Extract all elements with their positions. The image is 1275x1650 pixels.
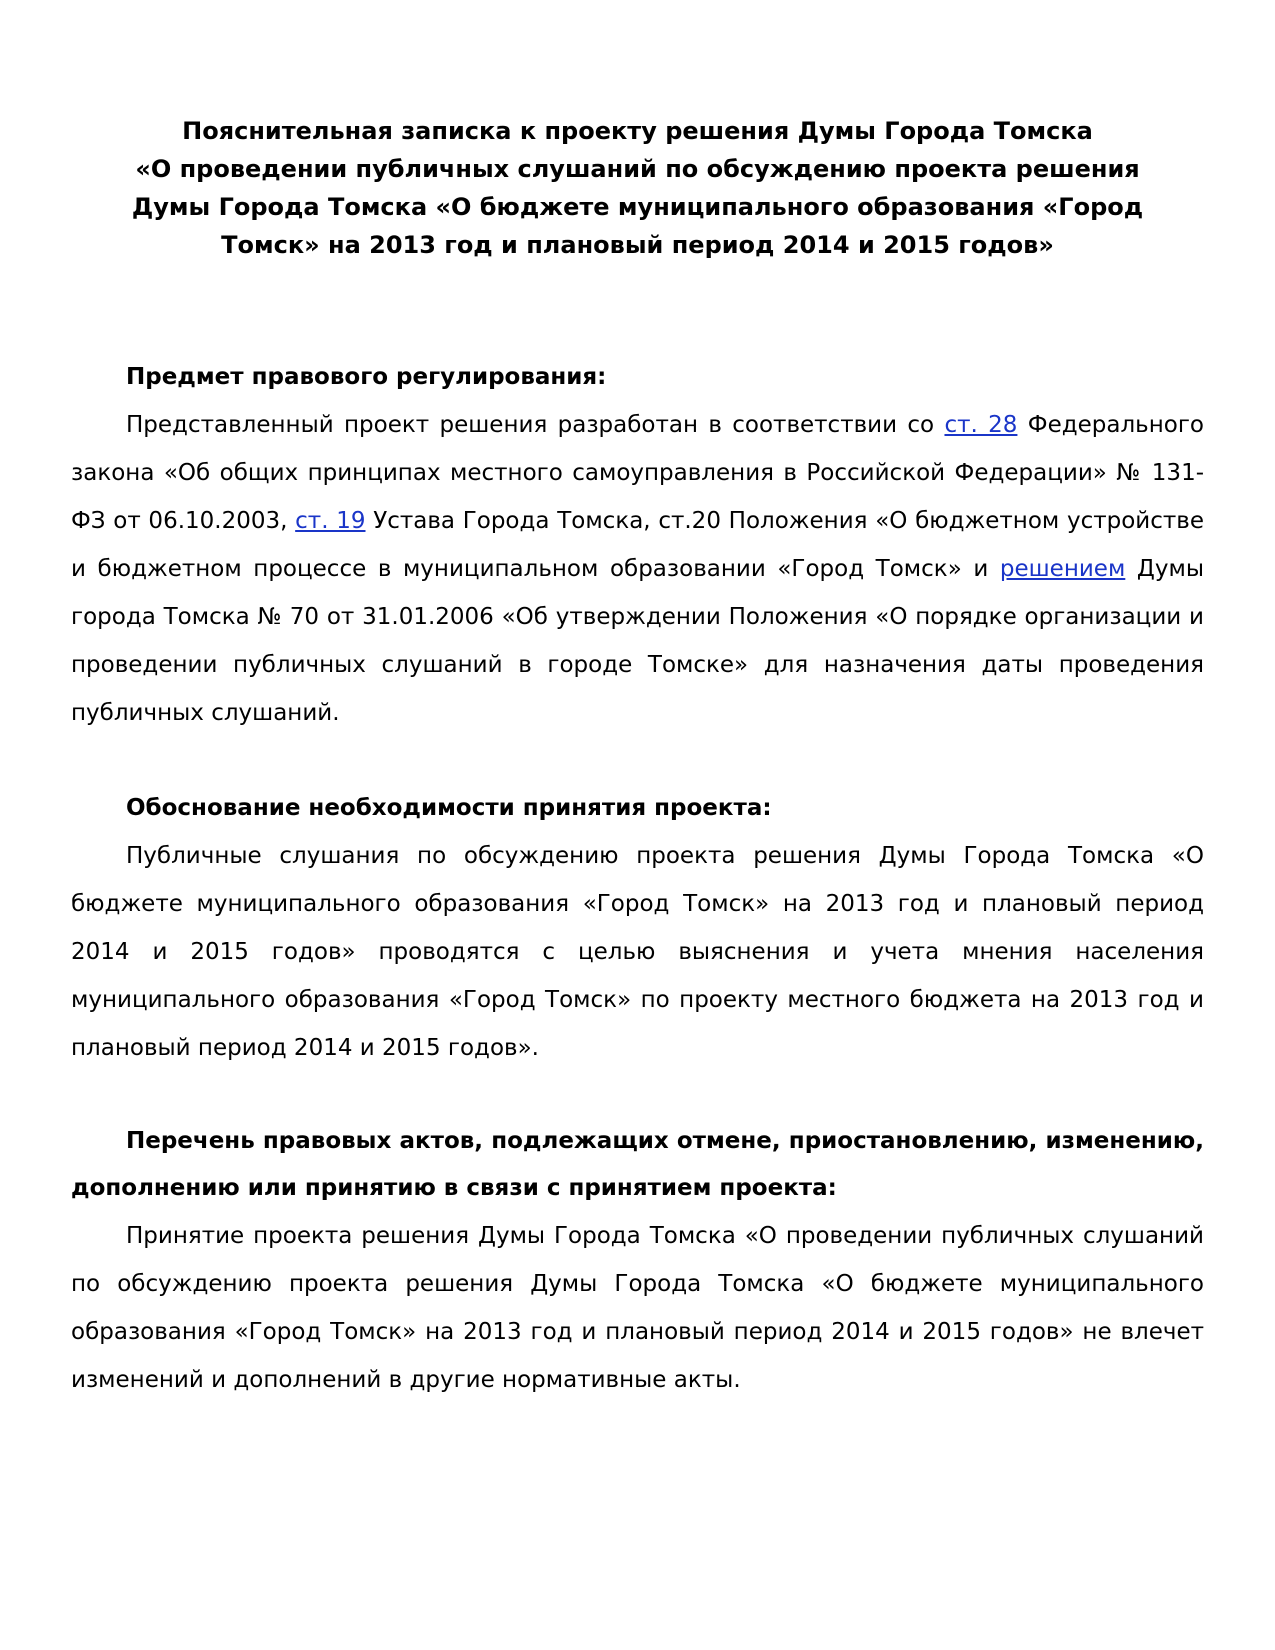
title-line-1: Пояснительная записка к проекту решения Думы Города Томска: [182, 117, 1093, 145]
section-body-justification: Публичные слушания по обсуждению проекта решения Думы Города Томска «О бюджете муниципального образования «Город Томск» на 2013 год и плановый период 2014 и 2015 годов» проводятся с целью выяснения и учета мнения населения муниципального образования «Город Томск» по проекту местного бюджета на 2013 год и плановый период 2014 и 2015 годов».: [71, 843, 1204, 1061]
section-heading-legal-acts-list: Перечень правовых актов, подлежащих отмене, приостановлению, изменению, дополнению или принятию в связи с принятием проекта:: [71, 1128, 1204, 1201]
document-title: [71, 112, 1204, 264]
section-regulation-subject: [71, 354, 1204, 737]
section-justification: [71, 785, 1204, 1072]
title-line-2: «О проведении публичных слушаний по обсуждению проекта решения: [135, 155, 1140, 183]
title-line-3: Думы Города Томска «О бюджете муниципального образования «Город: [131, 193, 1144, 221]
body-text: Федерального закона «Об общих принципах местного самоуправления в Российской Федерации» № 131-ФЗ от 06.10.2003,: [71, 412, 1204, 534]
link-article-28[interactable]: ст. 28: [944, 412, 1018, 438]
title-line-4: Томск» на 2013 год и плановый период 2014 и 2015 годов»: [221, 231, 1054, 259]
body-text: Представленный проект решения разработан в соответствии со: [126, 412, 945, 438]
body-text: Думы города Томска № 70 от 31.01.2006 «Об утверждении Положения «О порядке организации и проведении публичных слушаний в городе Томске» для назначения даты проведения публичных слушаний.: [71, 556, 1204, 726]
section-heading-regulation-subject: Предмет правового регулирования:: [126, 364, 607, 390]
link-article-19[interactable]: ст. 19: [295, 508, 366, 534]
link-decision[interactable]: решением: [999, 556, 1126, 582]
section-body-regulation-subject: [71, 401, 1204, 737]
section-legal-acts-list: [71, 1118, 1204, 1404]
body-text: Устава Города Томска, ст.20 Положения «О бюджетном устройстве и бюджетном процессе в муниципальном образовании «Город Томск» и: [71, 508, 1204, 582]
section-heading-justification: Обоснование необходимости принятия проекта:: [126, 795, 772, 821]
section-body-legal-acts-list: Принятие проекта решения Думы Города Томска «О проведении публичных слушаний по обсуждению проекта решения Думы Города Томска «О бюджете муниципального образования «Город Томск» на 2013 год и плановый период 2014 и 2015 годов» не влечет изменений и дополнений в другие нормативные акты.: [71, 1223, 1204, 1393]
